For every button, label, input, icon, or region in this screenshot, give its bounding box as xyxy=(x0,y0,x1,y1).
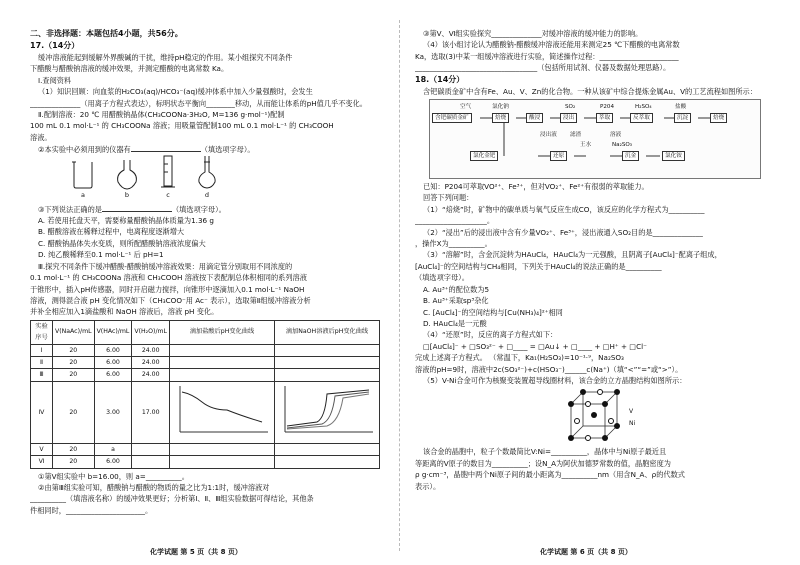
q18-line: ____________________。 xyxy=(415,216,495,226)
q18-line: 完成上述离子方程式。 （常温下，Ka₁(H₂SO₃)=10⁻¹·⁹，Na₂SO₃ xyxy=(415,353,624,363)
flow-label: 王水 xyxy=(580,142,592,149)
q17-tail-line: ①第Ⅴ组实验中 b=16.00，则 a=__________。 xyxy=(38,471,189,481)
q17-tail-line: __________（填溶液名称）的缓冲效果更好；分析第Ⅰ、Ⅱ、Ⅲ组实验数据可得结论，其他条 xyxy=(30,494,314,504)
table-header: 滴加NaOH溶液后pH变化曲线 xyxy=(275,320,380,344)
flow-node: 含钯碳质金矿 xyxy=(432,113,472,123)
table-header: V(HAc)/mL xyxy=(94,320,132,344)
q17-part3-line: 溶液，测得混合液 pH 变化情况如下（CH₃COO⁻用 Ac⁻ 表示），选取第Ⅱ组缓冲溶液分析 xyxy=(30,295,311,305)
q17-line: ______________（用离子方程式表达），标明状态平衡向________移动，从而能让体系的pH值几乎不变化。 xyxy=(30,98,367,108)
table-cell: Ⅵ xyxy=(31,456,53,468)
q17-tail-line: 件相同时，______________________。 xyxy=(30,505,153,515)
table-cell xyxy=(132,456,170,468)
table-cell: 24.00 xyxy=(132,356,170,368)
option: D. 纯乙酸稀释至0.1 mol·L⁻¹ 后 pH=1 xyxy=(38,250,164,260)
table-cell xyxy=(275,344,380,356)
right-footer: 化学试题 第 6 页（共 8 页） xyxy=(540,548,632,556)
q18-line: （1）“焙烧”时，矿物中的碳单质与氧气反应生成CO，该反应的化学方程式为__________ xyxy=(423,204,705,214)
q18-tail-line: 等距离的V原子的数目为__________；设N_A为阿伏加德罗常数的值，晶胞密度为 xyxy=(415,458,671,468)
legend-ni: Ni xyxy=(629,420,636,428)
q18-number: 18.（14分） xyxy=(415,74,465,84)
table-cell: 6.00 xyxy=(94,369,132,381)
option: C. 醋酸钠晶体失水变质，则所配醋酸钠溶液浓度偏大 xyxy=(38,238,206,248)
flow-label: 浸出液 xyxy=(540,132,557,139)
flow-label: SO₂ xyxy=(565,104,576,111)
table-cell: Ⅰ xyxy=(31,344,53,356)
process-flowchart xyxy=(429,99,761,179)
table-row xyxy=(31,456,380,468)
flow-label: P204 xyxy=(600,104,615,111)
left-footer: 化学试题 第 5 页（共 8 页） xyxy=(150,548,242,556)
q17-part3-line: 于锥形中，插入pH传感器，同时开启磁力搅拌，向锥形中逐滴加入0.1 mol·L⁻¹ NaOH xyxy=(30,284,305,294)
q18-line: （2）“浸出”后的浸出液中含有少量VO₂⁺、Fe³⁺，浸出液通入SO₂目的是______________ xyxy=(423,227,703,237)
q17-3-text: ③下列说法正确的是 xyxy=(38,204,102,214)
q17-2-text: ②本实验中必须用到的仪器有 xyxy=(38,145,131,155)
hcl-curve-cell xyxy=(170,381,275,443)
cylinder-figure xyxy=(158,154,178,201)
right-top-line: Ka，选取(3)中某一组缓冲溶液进行实验，简述操作过程：______________________ xyxy=(415,51,679,61)
table-cell: 6.00 xyxy=(94,344,132,356)
apparatus-label: c xyxy=(166,191,170,200)
flow-arrows xyxy=(430,100,760,178)
table-header: 实验序号 xyxy=(31,320,53,344)
table-header: V(H₂O)/mL xyxy=(132,320,170,344)
q17-line: Ⅰ.查阅资料 xyxy=(38,75,72,85)
flow-node: 焙烧 xyxy=(492,113,509,123)
table-row xyxy=(31,369,380,381)
table-cell xyxy=(275,369,380,381)
table-header: V(NaAc)/mL xyxy=(52,320,94,344)
q17-number: 17.（14分） xyxy=(30,41,80,50)
known-info: 已知：P204可萃取VO²⁺、Fe³⁺，但对VO₂⁺、Fe²⁺有很弱的萃取能力。 xyxy=(423,182,649,192)
page-divider xyxy=(399,20,400,551)
right-page xyxy=(415,28,775,541)
flow-node: 浸出 xyxy=(560,113,577,123)
flow-label: 盐酸 xyxy=(675,104,687,111)
option: A. 若使用托盘天平，需要称量醋酸钠晶体质量为1.36 g xyxy=(38,216,214,226)
legend-v: V xyxy=(629,408,634,416)
section-header: 二、非选择题：本题包括4小题，共56分。 xyxy=(30,29,183,38)
q18-option: C. [AuCl₄]⁻的空间结构与[Cu(NH₃)₄]²⁺相同 xyxy=(423,307,563,317)
naoh-ph-curve xyxy=(277,382,377,438)
table-cell: 24.00 xyxy=(132,344,170,356)
answer-blank xyxy=(131,143,201,152)
table-cell xyxy=(170,344,275,356)
table-cell: 3.00 xyxy=(94,381,132,443)
table-header-row xyxy=(31,320,380,344)
table-cell: Ⅴ xyxy=(31,443,53,455)
table-cell: 20 xyxy=(52,381,94,443)
q18-line: （填选项字母）。 xyxy=(415,273,469,283)
flow-label: 滤渣 xyxy=(570,132,582,139)
round-flask-icon xyxy=(114,158,140,190)
q17-line: 溶液。 xyxy=(30,132,52,142)
table-cell: 20 xyxy=(52,456,94,468)
experiment-table xyxy=(30,320,380,469)
q18-tail-line: 该合金的晶胞中，粒子个数最简比V:Ni=__________，晶体中与Ni原子最近且 xyxy=(423,447,667,457)
table-cell: 6.00 xyxy=(94,456,132,468)
flow-label: H₂SO₄ xyxy=(635,104,652,111)
naoh-curve-cell xyxy=(275,381,380,443)
answer-blank xyxy=(102,203,172,212)
flow-label: 空气 xyxy=(460,104,472,111)
q17-part3-line: 并补全相应加入1滴盐酸和 NaOH 溶液后，溶液 pH 变化。 xyxy=(30,307,219,317)
q17-2-hint: （填选项字母）。 xyxy=(200,145,255,155)
table-row xyxy=(31,344,380,356)
q18-tail-line: ρ g·cm⁻³，晶胞中两个Ni原子间的最小距离为__________nm（用含N_A、ρ的代数式 xyxy=(415,470,685,480)
right-top-line: （4）该小组讨论认为醋酸钠-醋酸缓冲溶液还能用来测定25 ℃下醋酸的电离常数 xyxy=(423,40,680,50)
table-header: 滴加盐酸后pH变化曲线 xyxy=(170,320,275,344)
flow-node: 酸浸 xyxy=(526,113,543,123)
flow-node: 还原 xyxy=(550,151,567,161)
table-cell: 6.00 xyxy=(94,356,132,368)
table-row xyxy=(31,356,380,368)
beaker-icon xyxy=(70,158,96,190)
q17-part3-line: 0.1 mol·L⁻¹ 的 CH₃COONa 溶液和 CH₃COOH 溶液按下表配制总体积相同的系列溶液 xyxy=(30,273,307,283)
q18-intro: 含钯碳质金矿中含有Fe、Au、V、Zn的化合物。一种从该矿中综合提炼金属Au、V的工艺流程如图所示： xyxy=(423,86,757,96)
table-cell xyxy=(275,443,380,455)
flow-node: 氯化金钯 xyxy=(470,151,498,161)
flow-label: 氯化钠 xyxy=(492,104,509,111)
table-cell: 20 xyxy=(52,344,94,356)
flow-label: Na₂SO₃ xyxy=(612,142,633,149)
q18-line: （5）V-Ni合金可作为核聚变装置超导线圈材料，该合金的立方晶胞结构如图所示： xyxy=(423,375,687,385)
q18-tail-line: 表示）。 xyxy=(415,481,441,491)
q17-line: 下醋酸与醋酸钠溶液的缓冲效果，并测定醋酸的电离常数 Ka。 xyxy=(30,64,229,74)
q17-3-hint: （填选项字母）。 xyxy=(171,204,226,214)
table-cell xyxy=(132,443,170,455)
flow-node: 沉金 xyxy=(622,151,639,161)
table-row xyxy=(31,381,380,443)
q18-line: 溶液的pH=9时，溶液中2c(SO₃²⁻)+c(HSO₃⁻)______c(Na⁺)（填“<”“=”或“>”）。 xyxy=(415,364,683,374)
q17-line: Ⅱ.配制溶液：20 ℃ 用醋酸钠晶体(CH₃COONa·3H₂O, M=136 g·mol⁻¹)配制 xyxy=(38,110,285,120)
q18-option: D. HAuCl₄是一元酸 xyxy=(423,318,487,328)
option: B. 醋酸溶液在稀释过程中，电离程度逐渐增大 xyxy=(38,227,185,237)
apparatus-label: d xyxy=(204,191,210,200)
graduated-cylinder-icon xyxy=(158,154,178,190)
table-cell: Ⅳ xyxy=(31,381,53,443)
answer-prompt: 回答下列问题： xyxy=(423,193,474,203)
hcl-ph-curve xyxy=(172,382,272,438)
table-cell: a xyxy=(94,443,132,455)
table-cell xyxy=(170,443,275,455)
q17-line: 100 mL 0.1 mol·L⁻¹ 的 CH₃COONa 溶液；用吸量管配制100 mL 0.1 mol·L⁻¹ 的 CH₃COOH xyxy=(30,121,334,131)
q17-line: 缓冲溶液能起到缓解外界酸碱的干扰，维持pH稳定的作用。某小组探究不同条件 xyxy=(38,53,293,62)
table-cell: Ⅲ xyxy=(31,369,53,381)
volumetric-flask-icon xyxy=(196,154,218,190)
q18-line: （4）“还原”时，反应的离子方程式如下： xyxy=(423,330,558,340)
q17-part3-line: Ⅲ.探究不同条件下缓冲醋酸-醋酸钠缓冲溶液效果：用滴定管分别取用不同浓度的 xyxy=(38,261,293,271)
table-cell: 20 xyxy=(52,369,94,381)
table-cell: Ⅱ xyxy=(31,356,53,368)
apparatus-label: a xyxy=(81,191,85,200)
volumetric-flask-figure xyxy=(196,154,218,201)
q18-option: A. Au³⁺的配位数为5 xyxy=(423,284,490,294)
flow-node: 焙烧 xyxy=(710,113,727,123)
q17-tail-line: ②由第Ⅲ组实验可知，醋酸钠与醋酸的物质的量之比为1:1时，缓冲溶液对 xyxy=(38,482,270,492)
q18-option: B. Au³⁺采取sp³杂化 xyxy=(423,296,489,306)
q18-equation: □[AuCl₄]⁻ + □SO₃²⁻ + □____ = □Au↓ + □____ + □H⁺ + □Cl⁻ xyxy=(423,341,647,351)
table-cell: 17.00 xyxy=(132,381,170,443)
flow-label: 溶液 xyxy=(610,132,622,139)
right-top-line: ③第Ⅴ、Ⅵ组实验探究______________对缓冲溶液的缓冲能力的影响。 xyxy=(423,29,643,38)
q17-3-prompt xyxy=(30,203,382,215)
right-top-line: __________________________________（包括所用试剂、仪器及数据处理思路）。 xyxy=(415,63,671,73)
table-cell xyxy=(170,356,275,368)
q18-line: [AuCl₄]⁻的空间结构与CH₄相同，下列关于HAuCl₄的说法正确的是__________ xyxy=(415,261,662,271)
apparatus-label: b xyxy=(124,191,130,200)
table-cell xyxy=(275,356,380,368)
flow-node: 沉淀 xyxy=(674,113,691,123)
lattice-cube-icon xyxy=(565,388,625,444)
beaker-figure xyxy=(70,158,96,201)
apparatus-row xyxy=(70,158,382,202)
table-cell xyxy=(275,456,380,468)
q18-line: （3）“溶解”时，含金沉淀转为HAuCl₄，HAuCl₄为一元强酸，且阴离子[AuCl₄]⁻配离子组成， xyxy=(423,250,722,260)
crystal-lattice-figure xyxy=(565,388,636,444)
q17-line: （1）知识回顾：向血浆的H₂CO₃(aq)/HCO₃⁻(aq)缓冲体系中加入少量强酸时，会发生 xyxy=(38,87,313,97)
flask-figure xyxy=(114,158,140,201)
flow-node: 反萃取 xyxy=(630,113,653,123)
flow-node: 氯化铵 xyxy=(662,151,685,161)
table-cell xyxy=(170,456,275,468)
table-cell xyxy=(170,369,275,381)
left-page xyxy=(30,28,382,541)
table-cell: 20 xyxy=(52,443,94,455)
table-row xyxy=(31,443,380,455)
table-cell: 24.00 xyxy=(132,369,170,381)
table-cell: 20 xyxy=(52,356,94,368)
q18-line: ，操作X为__________。 xyxy=(415,239,492,249)
flow-node: 萃取 xyxy=(596,113,613,123)
